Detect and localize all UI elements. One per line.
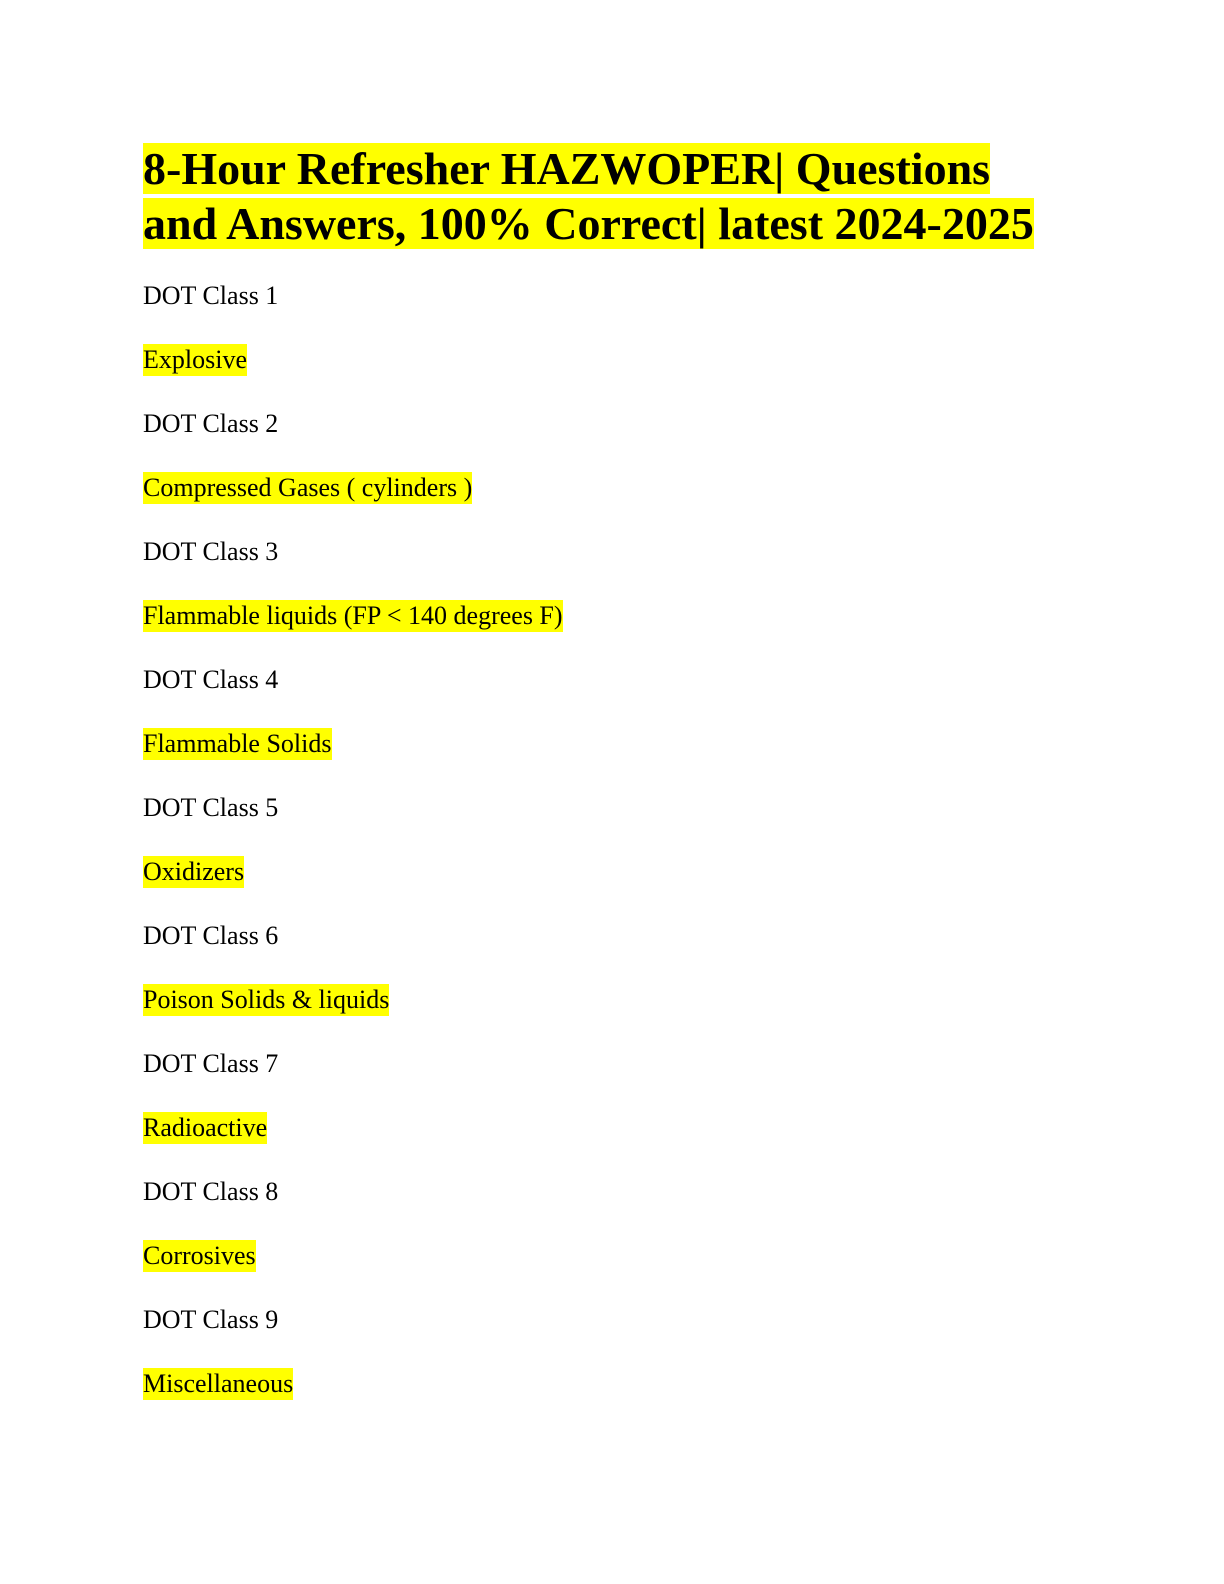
answer bbox=[143, 598, 1083, 662]
answer-text: Radioactive bbox=[143, 1113, 268, 1142]
qa-list bbox=[143, 278, 1083, 1430]
answer-text: Flammable Solids bbox=[143, 729, 332, 758]
answer-text: Miscellaneous bbox=[143, 1369, 294, 1398]
question-text: DOT Class 4 bbox=[143, 665, 279, 694]
answer bbox=[143, 982, 1083, 1046]
question-text: DOT Class 8 bbox=[143, 1177, 279, 1206]
qa-item-5 bbox=[143, 790, 1083, 918]
question-text: DOT Class 5 bbox=[143, 793, 279, 822]
title-line-2: and Answers, 100% Correct| latest 2024-2025 bbox=[143, 198, 1034, 249]
answer-text: Poison Solids & liquids bbox=[143, 985, 390, 1014]
question bbox=[143, 1046, 1083, 1110]
question-text: DOT Class 9 bbox=[143, 1305, 279, 1334]
question bbox=[143, 790, 1083, 854]
qa-item-1 bbox=[143, 278, 1083, 406]
question-text: DOT Class 6 bbox=[143, 921, 279, 950]
answer-text: Flammable liquids (FP < 140 degrees F) bbox=[143, 601, 563, 630]
title-line-1: 8-Hour Refresher HAZWOPER| Questions bbox=[143, 143, 991, 194]
answer bbox=[143, 1366, 1083, 1430]
answer bbox=[143, 1110, 1083, 1174]
document-title bbox=[143, 141, 1083, 251]
answer-text: Corrosives bbox=[143, 1241, 256, 1270]
answer-text: Explosive bbox=[143, 345, 247, 374]
answer bbox=[143, 1238, 1083, 1302]
question bbox=[143, 1174, 1083, 1238]
question bbox=[143, 918, 1083, 982]
question-text: DOT Class 3 bbox=[143, 537, 279, 566]
qa-item-7 bbox=[143, 1046, 1083, 1174]
qa-item-8 bbox=[143, 1174, 1083, 1302]
question bbox=[143, 662, 1083, 726]
qa-item-3 bbox=[143, 534, 1083, 662]
answer bbox=[143, 854, 1083, 918]
answer-text: Oxidizers bbox=[143, 857, 245, 886]
answer-text: Compressed Gases ( cylinders ) bbox=[143, 473, 473, 502]
question bbox=[143, 534, 1083, 598]
question-text: DOT Class 2 bbox=[143, 409, 279, 438]
answer bbox=[143, 726, 1083, 790]
question bbox=[143, 406, 1083, 470]
qa-item-6 bbox=[143, 918, 1083, 1046]
question bbox=[143, 278, 1083, 342]
question bbox=[143, 1302, 1083, 1366]
question-text: DOT Class 7 bbox=[143, 1049, 279, 1078]
question-text: DOT Class 1 bbox=[143, 281, 279, 310]
qa-item-2 bbox=[143, 406, 1083, 534]
answer bbox=[143, 470, 1083, 534]
answer bbox=[143, 342, 1083, 406]
qa-item-4 bbox=[143, 662, 1083, 790]
qa-item-9 bbox=[143, 1302, 1083, 1430]
